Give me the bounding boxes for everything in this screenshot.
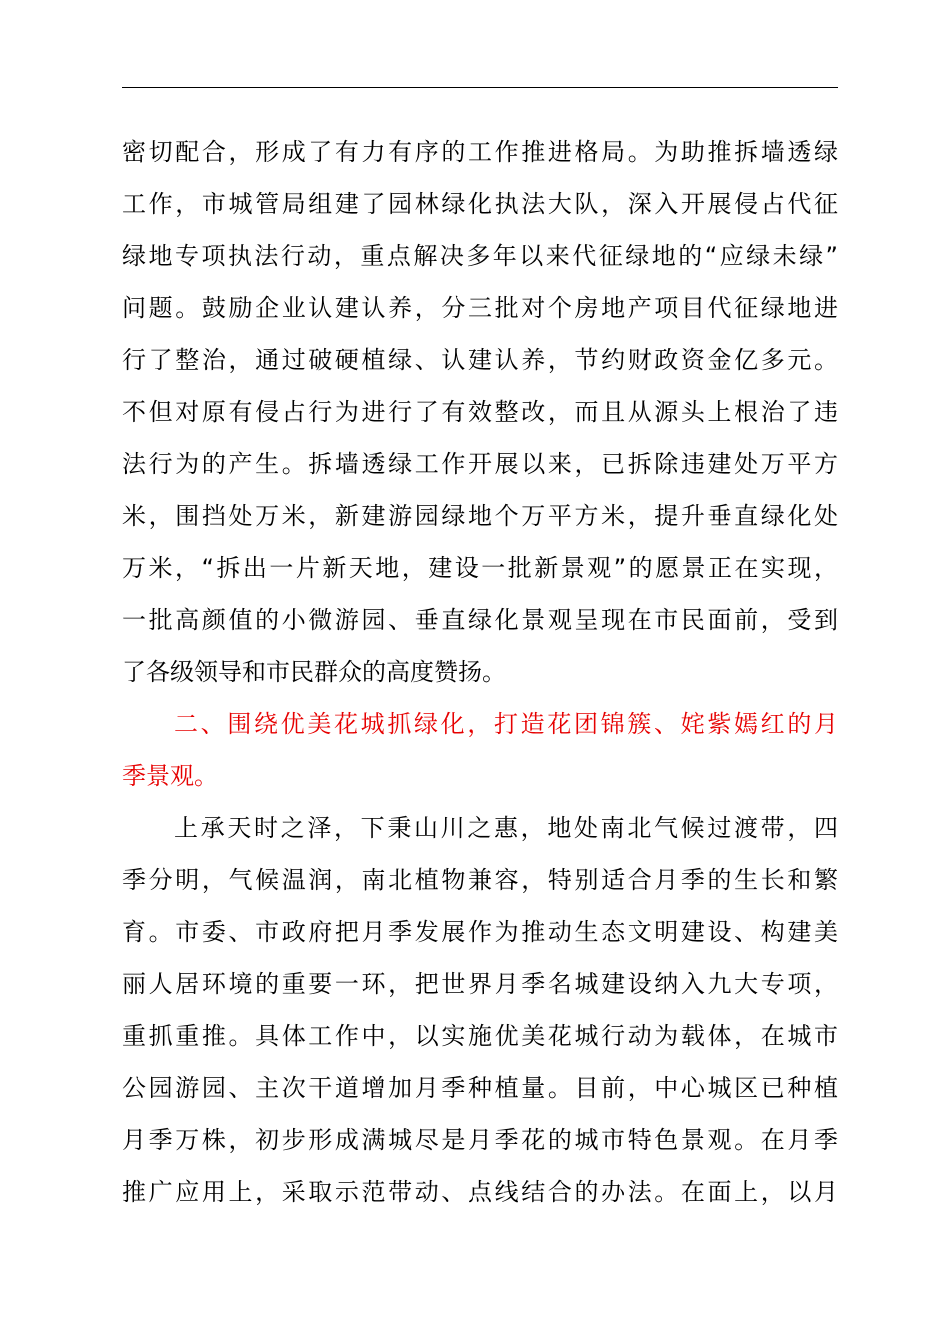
- text-line: 万米，“拆出一片新天地，建设一批新景观”的愿景正在实现，: [122, 554, 838, 582]
- text-line: 一批高颜值的小微游园、垂直绿化景观呈现在市民面前，受到: [122, 606, 838, 634]
- text-line: 重抓重推。具体工作中，以实施优美花城行动为载体，在城市: [122, 1022, 838, 1050]
- text-line: 季分明，气候温润，南北植物兼容，特别适合月季的生长和繁: [122, 866, 838, 894]
- text-line: 法行为的产生。拆墙透绿工作开展以来，已拆除违建处万平方: [122, 450, 838, 478]
- text-line: 问题。鼓励企业认建认养，分三批对个房地产项目代征绿地进: [122, 294, 838, 322]
- text-line: 米，围挡处万米，新建游园绿地个万平方米，提升垂直绿化处: [122, 502, 838, 530]
- text-line: 育。市委、市政府把月季发展作为推动生态文明建设、构建美: [122, 918, 838, 946]
- header-rule: [122, 87, 838, 88]
- text-line: 绿地专项执法行动，重点解决多年以来代征绿地的“应绿未绿”: [122, 242, 838, 270]
- heading-line: 季景观。: [122, 762, 218, 790]
- text-line: 不但对原有侵占行为进行了有效整改，而且从源头上根治了违: [122, 398, 838, 426]
- text-line: 月季万株，初步形成满城尽是月季花的城市特色景观。在月季: [122, 1126, 838, 1154]
- heading-line: 二、围绕优美花城抓绿化，打造花团锦簇、姹紫嫣红的月: [174, 710, 838, 738]
- text-line: 上承天时之泽，下秉山川之惠，地处南北气候过渡带，四: [174, 814, 838, 842]
- text-line: 公园游园、主次干道增加月季种植量。目前，中心城区已种植: [122, 1074, 838, 1102]
- text-line: 丽人居环境的重要一环，把世界月季名城建设纳入九大专项，: [122, 970, 838, 998]
- text-line: 工作，市城管局组建了园林绿化执法大队，深入开展侵占代征: [122, 190, 838, 218]
- text-line: 密切配合，形成了有力有序的工作推进格局。为助推拆墙透绿: [122, 138, 838, 166]
- text-line: 行了整治，通过破硬植绿、认建认养，节约财政资金亿多元。: [122, 346, 838, 374]
- text-line: 了各级领导和市民群众的高度赞扬。: [122, 658, 506, 686]
- text-line: 推广应用上，采取示范带动、点线结合的办法。在面上，以月: [122, 1178, 838, 1206]
